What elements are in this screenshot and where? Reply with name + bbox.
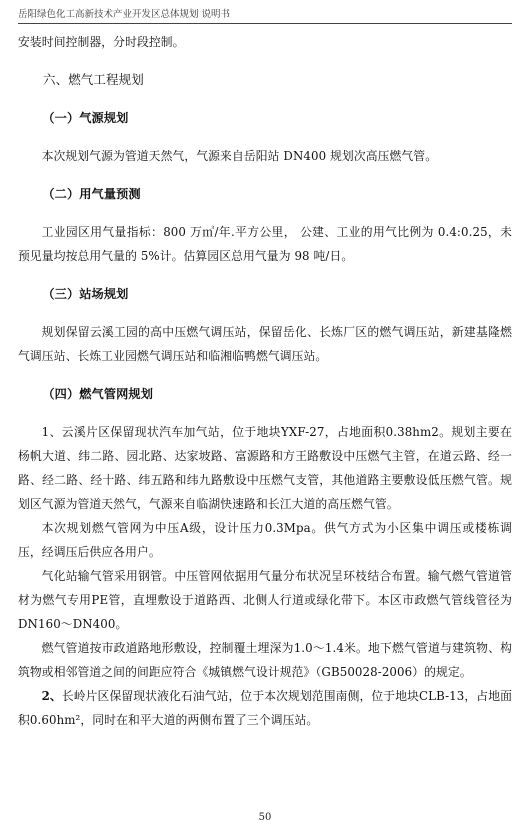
paragraph-station: 规划保留云溪工园的高中压燃气调压站，保留岳化、长炼厂区的燃气调压站，新建基隆燃气调压站、长炼工业园燃气调压站和临湘临鸭燃气调压站。 — [18, 325, 512, 363]
paragraph-pipe-5-text: 长岭片区保留现状液化石油气站，位于本次规划范围南侧，位于地块CLB-13，占地面积0.60hm²，同时在和平大道的两侧布置了三个调压站。 — [18, 689, 512, 727]
subheading-pipe-network: （四）燃气管网规划 — [42, 387, 153, 401]
page-number: 50 — [258, 812, 272, 823]
subheading-gas-source: （一）气源规划 — [42, 111, 129, 125]
subheading-gas-demand: （二）用气量预测 — [42, 187, 141, 201]
paragraph-continuation: 安装时间控制器，分时段控制。 — [18, 35, 185, 49]
section-heading-6: 六、燃气工程规划 — [43, 72, 144, 87]
running-header: 岳阳绿色化工高新技术产业开发区总体规划 说明书 — [18, 6, 512, 24]
document-body — [18, 30, 512, 732]
paragraph-pipe-4: 燃气管道按市政道路地形敷设，控制覆土埋深为1.0～1.4米。地下燃气管道与建筑物、构筑物或相邻管道之间的间距应符合《城镇燃气设计规范》（GB50028-2006）的规定。 — [18, 641, 512, 679]
paragraph-gas-demand: 工业园区用气量指标：800 万㎥/年.平方公里， 公建、工业的用气比例为 0.4:0.25，未预见量均按总用气量的 5%计。估算园区总用气量为 98 吨/日。 — [18, 225, 512, 263]
paragraph-pipe-1: 1、云溪片区保留现状汽车加气站，位于地块YXF-27，占地面积0.38hm2。规划主要在杨帆大道、纬二路、园北路、达家坡路、富源路和方王路敷设中压燃气主管，在道云路、经一路、经二路、经十路、纬五路和纬九路敷设中压燃气支管，其他道路主要敷设低压燃气管。规划区气源为管道天然气，气源来自临湖快速路和长江大道的高压燃气管。 — [18, 425, 512, 511]
paragraph-pipe-5-number: 2、 — [41, 689, 62, 703]
subheading-station: （三）站场规划 — [42, 287, 129, 301]
paragraph-pipe-2: 本次规划燃气管网为中压A级，设计压力0.3Mpa。供气方式为小区集中调压或楼栋调压，经调压后供应各用户。 — [18, 521, 512, 559]
paragraph-pipe-5 — [18, 684, 512, 732]
paragraph-gas-source: 本次规划气源为管道天然气，气源来自岳阳站 DN400 规划次高压燃气管。 — [41, 149, 438, 163]
paragraph-pipe-3: 气化站输气管采用钢管。中压管网依据用气量分布状况呈环枝结合布置。输气燃气管道管材为燃气专用PE管，直埋敷设于道路西、北侧人行道或绿化带下。本区市政燃气管线管径为DN160～DN400。 — [18, 569, 512, 631]
